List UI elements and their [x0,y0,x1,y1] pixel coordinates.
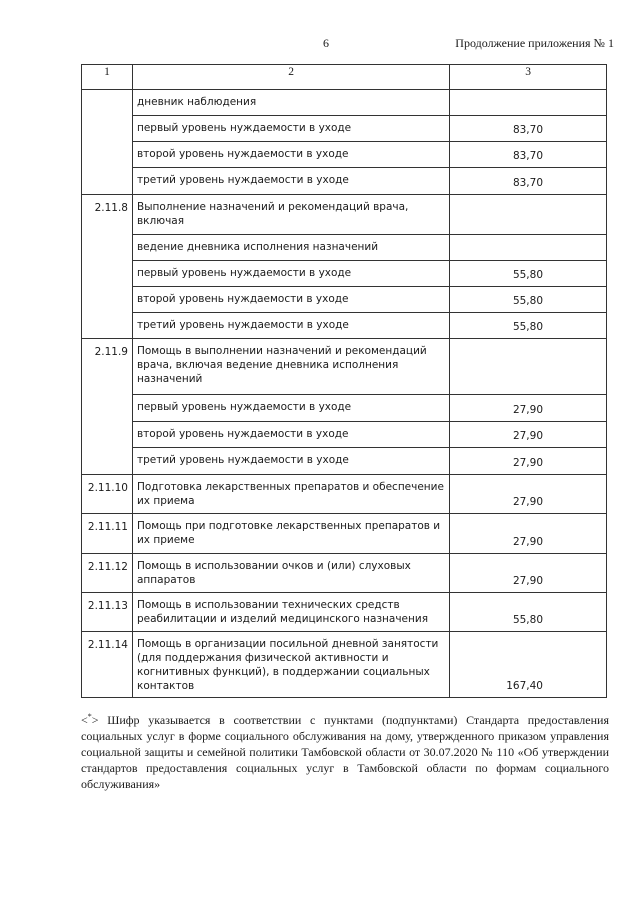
item-name: второй уровень нуждаемости в уходе [132,142,449,168]
item-value: 27,90 [450,514,607,554]
table-row [82,422,607,448]
table-row [82,195,607,235]
item-value: 55,80 [450,593,607,632]
item-value: 83,70 [450,168,607,195]
item-name: Помощь при подготовке лекарственных препаратов и их приеме [132,514,449,554]
item-name: первый уровень нуждаемости в уходе [132,261,449,287]
item-code: 2.11.9 [82,339,133,475]
item-value [450,90,607,116]
table-row [82,593,607,632]
item-value: 167,40 [450,632,607,698]
table-row [82,261,607,287]
item-name: Помощь в организации посильной дневной занятости (для поддержания физической активности и когнитивных функций), в поддержании социальных контактов [132,632,449,698]
appendix-note: Продолжение приложения № 1 [455,36,614,50]
item-value: 55,80 [450,261,607,287]
table-row [82,287,607,313]
item-code: 2.11.14 [82,632,133,698]
item-name: Помощь в использовании технических средств реабилитации и изделий медицинского назначения [132,593,449,632]
item-name: первый уровень нуждаемости в уходе [132,116,449,142]
table-row [82,448,607,475]
item-value: 27,90 [450,554,607,593]
item-name: Помощь в выполнении назначений и рекомендаций врача, включая ведение дневника исполнения назначений [132,339,449,395]
item-name: дневник наблюдения [132,90,449,116]
table-row [82,90,607,116]
column-header-3: 3 [450,65,607,90]
item-code [82,90,133,195]
item-code: 2.11.12 [82,554,133,593]
table-row [82,313,607,339]
item-value: 27,90 [450,475,607,514]
item-name: третий уровень нуждаемости в уходе [132,168,449,195]
footnote-marker: * [87,712,92,721]
table-row [82,339,607,395]
table-row [82,632,607,698]
item-name: Подготовка лекарственных препаратов и обеспечение их приема [132,475,449,514]
item-code: 2.11.10 [82,475,133,514]
page-number: 6 [323,36,329,50]
column-header-1: 1 [82,65,133,90]
table-row [82,554,607,593]
item-code: 2.11.8 [82,195,133,339]
item-value [450,195,607,235]
item-code: 2.11.13 [82,593,133,632]
item-value [450,235,607,261]
item-value: 27,90 [450,395,607,422]
item-name: ведение дневника исполнения назначений [132,235,449,261]
item-name: Выполнение назначений и рекомендаций врача, включая [132,195,449,235]
item-name: первый уровень нуждаемости в уходе [132,395,449,422]
table-row [82,168,607,195]
item-value: 27,90 [450,448,607,475]
item-value: 55,80 [450,287,607,313]
column-header-2: 2 [132,65,449,90]
table-row [82,235,607,261]
footnote: <*> Шифр указывается в соответствии с пунктами (подпунктами) Стандарта предоставления социальных услуг в форме социального обслуживания на дому, утвержденного приказом управления социальной защиты и семейной политики Тамбовской области от 30.07.2020 № 110 «Об утверждении стандартов предоставления социальных услуг в Тамбовской области по формам социального обслуживания» [81,712,609,791]
item-name: третий уровень нуждаемости в уходе [132,313,449,339]
table-row [82,514,607,554]
table-header-row [82,65,607,90]
table-row [82,475,607,514]
footnote-text: Шифр указывается в соответствии с пунктами (подпунктами) Стандарта предоставления социальных услуг в форме социального обслуживания на дому, утвержденного приказом управления социальной защиты и семейной политики Тамбовской области от 30.07.2020 № 110 «Об утверждении стандартов предоставления социальных услуг в Тамбовской области по формам социального обслуживания» [81,713,609,791]
table-row [82,395,607,422]
item-value: 55,80 [450,313,607,339]
table-row [82,116,607,142]
table-row [82,142,607,168]
services-table [81,64,607,698]
item-name: третий уровень нуждаемости в уходе [132,448,449,475]
item-value: 27,90 [450,422,607,448]
item-value: 83,70 [450,116,607,142]
item-name: Помощь в использовании очков и (или) слуховых аппаратов [132,554,449,593]
item-value [450,339,607,395]
item-name: второй уровень нуждаемости в уходе [132,287,449,313]
item-value: 83,70 [450,142,607,168]
item-code: 2.11.11 [82,514,133,554]
item-name: второй уровень нуждаемости в уходе [132,422,449,448]
